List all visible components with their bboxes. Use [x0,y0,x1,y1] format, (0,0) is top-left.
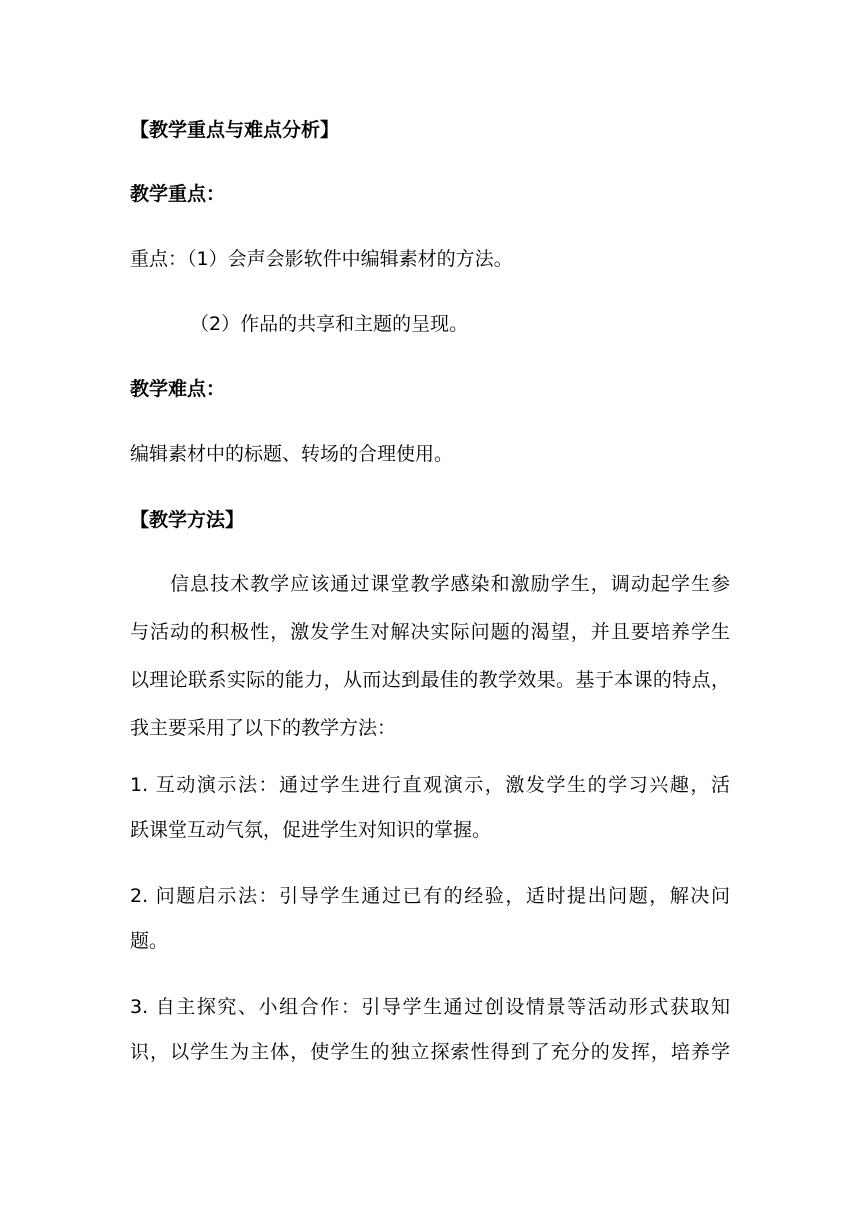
heading-methods: 【教学方法】 [130,509,245,531]
key-points-title: 教学重点： [130,183,226,205]
methods-paragraph-line: 与活动的积极性，激发学生对解决实际问题的渴望，并且要培养学生 [130,621,730,643]
method-1-line: 1. 互动演示法：通过学生进行直观演示，激发学生的学习兴趣，活 [130,774,730,796]
method-3-line: 3. 自主探究、小组合作：引导学生通过创设情景等活动形式获取知 [130,996,730,1018]
method-2-line: 2. 问题启示法：引导学生通过已有的经验，适时提出问题，解决问 [130,885,730,907]
heading-key-points: 【教学重点与难点分析】 [130,119,340,141]
key-point-2: （2）作品的共享和主题的呈现。 [190,313,469,335]
difficult-point-1: 编辑素材中的标题、转场的合理使用。 [130,443,454,465]
methods-paragraph-line: 信息技术教学应该通过课堂教学感染和激励学生，调动起学生参 [170,573,730,595]
key-point-1: 重点：（1）会声会影软件中编辑素材的方法。 [130,248,513,270]
method-3-line: 识，以学生为主体，使学生的独立探索性得到了充分的发挥，培养学 [130,1041,730,1063]
method-2-line: 题。 [130,930,169,952]
difficult-points-title: 教学难点： [130,378,226,400]
method-1-line: 跃课堂互动气氛，促进学生对知识的掌握。 [130,819,492,841]
methods-paragraph-line: 以理论联系实际的能力，从而达到最佳的教学效果。基于本课的特点， [130,669,730,691]
methods-paragraph-line: 我主要采用了以下的教学方法： [130,717,397,739]
